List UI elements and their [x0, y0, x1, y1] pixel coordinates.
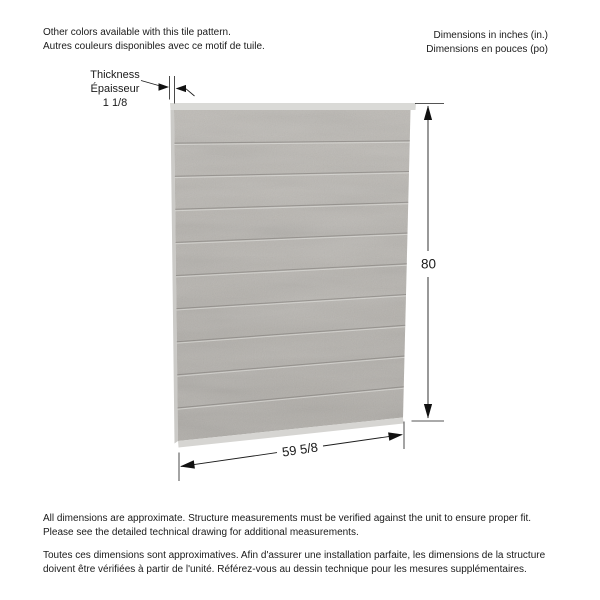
height-value: 80	[420, 256, 437, 272]
height-dimension	[412, 104, 445, 422]
height-arrow-up-icon	[424, 106, 432, 121]
wall-panel	[170, 103, 416, 448]
footer-note-en-line2: Please see the detailed technical drawing for additional measurements.	[43, 526, 359, 538]
footer-note-fr-line2: doivent être vérifiées à partir de l'unité. Référez-vous au dessin technique pour les mesures supplémentaires.	[43, 563, 527, 575]
width-dim-line-left	[181, 453, 277, 467]
thickness-arrow-right-icon	[159, 83, 170, 90]
note-other-colors-en: Other colors available with this tile pattern.	[43, 27, 231, 38]
note-other-colors-fr: Autres couleurs disponibles avec ce motif de tuile.	[43, 41, 265, 52]
thickness-label-en: Thickness	[90, 69, 140, 81]
note-units-fr: Dimensions en pouces (po)	[426, 44, 548, 55]
thickness-arrow-left-icon	[176, 85, 186, 92]
footer-note-fr	[43, 549, 583, 576]
thickness-value: 1 1/8	[102, 97, 128, 109]
footer-note-en	[43, 512, 583, 539]
thickness-label-fr: Épaisseur	[90, 83, 140, 95]
width-arrow-left-icon	[180, 460, 195, 468]
panel-top-edge	[170, 103, 416, 110]
note-units-en: Dimensions in inches (in.)	[433, 30, 548, 41]
footer-notes	[43, 512, 583, 586]
footer-note-fr-line1: Toutes ces dimensions sont approximatives. Afin d'assurer une installation parfaite, les dimensions de la structure	[43, 550, 546, 561]
thickness-leader-right	[186, 89, 195, 96]
height-arrow-down-icon	[424, 404, 432, 419]
footer-note-en-line1: All dimensions are approximate. Structure measurements must be verified against the unit to ensure proper fit.	[43, 513, 532, 524]
thickness-leader-left	[141, 81, 159, 86]
width-arrow-right-icon	[388, 432, 403, 440]
width-value: 59 5/8	[280, 439, 319, 460]
